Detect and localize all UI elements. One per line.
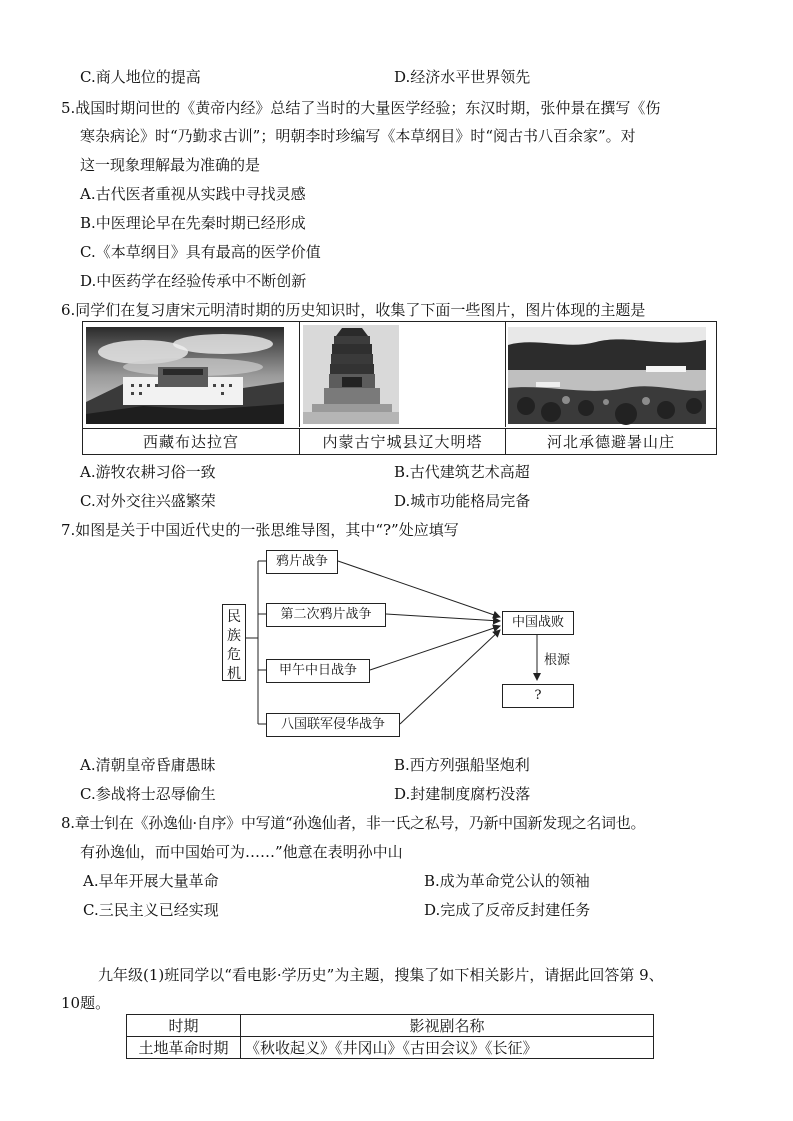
q7-option-b: B.西方列强船坚炮利	[394, 756, 530, 774]
q8-option-c: C.三民主义已经实现	[83, 901, 219, 919]
war-sino-japanese: 甲午中日战争	[266, 659, 370, 683]
q6-stem: 6.同学们在复习唐宋元明清时期的历史知识时，收集了下面一些图片，图片体现的主题是	[61, 301, 646, 319]
q5-option-d: D.中医药学在经验传承中不断创新	[80, 272, 307, 290]
unknown-box: ?	[502, 684, 574, 708]
q6-option-d: D.城市功能格局完备	[394, 492, 531, 510]
q4-option-d: D.经济水平世界领先	[394, 68, 531, 86]
film-table-header	[127, 1015, 654, 1037]
q7-option-d: D.封建制度腐朽没落	[394, 785, 531, 803]
q6-option-c: C.对外交往兴盛繁荣	[80, 492, 216, 510]
header-film-name: 影视剧名称	[241, 1015, 654, 1037]
q5-option-c: C.《本草纲目》具有最高的医学价值	[80, 243, 321, 261]
war-second-opium: 第二次鸦片战争	[266, 603, 386, 627]
q8-stem-line1: 8.章士钊在《孙逸仙·自序》中写道“孙逸仙者，非一氏之私号，乃新中国新发现之名词也。	[61, 814, 646, 832]
intro-line2: 10题。	[61, 994, 111, 1012]
q8-option-d: D.完成了反帝反封建任务	[424, 901, 591, 919]
cell-period: 土地革命时期	[127, 1037, 241, 1059]
china-defeated-box: 中国战败	[502, 611, 574, 635]
q5-option-b: B.中医理论早在先秦时期已经形成	[80, 214, 306, 232]
q5-stem-line2: 寒杂病论》时“乃勤求古训”；明朝李时珍编写《本草纲目》时“阅古书八百余家”。对	[80, 127, 636, 145]
header-period: 时期	[127, 1015, 241, 1037]
table-row	[127, 1037, 654, 1059]
q6-option-b: B.古代建筑艺术高超	[394, 463, 530, 481]
caption-potala: 西藏布达拉宫	[83, 428, 300, 455]
intro-line1: 九年级(1)班同学以“看电影·学历史”为主题，搜集了如下相关影片，请据此回答第 9、	[98, 966, 664, 984]
cell-films: 《秋收起义》《井冈山》《古田会议》《长征》	[241, 1037, 654, 1059]
q6-option-a: A.游牧农耕习俗一致	[80, 463, 216, 481]
q8-stem-line2: 有孙逸仙，而中国始可为……”他意在表明孙中山	[80, 843, 403, 861]
q5-stem-line1: 5.战国时期问世的《黄帝内经》总结了当时的大量医学经验；东汉时期，张仲景在撰写《伤	[61, 99, 661, 117]
q5-stem-line3: 这一现象理解最为准确的是	[80, 156, 261, 174]
mind-map-root: 民族危机	[222, 604, 246, 681]
caption-chengde: 河北承德避暑山庄	[506, 428, 716, 455]
q4-option-c: C.商人地位的提高	[80, 68, 201, 86]
q7-option-c: C.参战将士忍辱偷生	[80, 785, 216, 803]
q8-option-a: A.早年开展大量革命	[83, 872, 219, 890]
q5-option-a: A.古代医者重视从实践中寻找灵感	[80, 185, 306, 203]
q7-stem: 7.如图是关于中国近代史的一张思维导图，其中“?”处应填写	[61, 521, 459, 539]
film-table	[126, 1014, 654, 1059]
root-cause-label: 根源	[544, 653, 571, 668]
caption-daming-pagoda: 内蒙古宁城县辽大明塔	[300, 428, 506, 455]
war-eight-nation: 八国联军侵华战争	[266, 713, 400, 737]
q7-option-a: A.清朝皇帝昏庸愚昧	[80, 756, 216, 774]
war-opium: 鸦片战争	[266, 550, 338, 574]
q8-option-b: B.成为革命党公认的领袖	[424, 872, 590, 890]
